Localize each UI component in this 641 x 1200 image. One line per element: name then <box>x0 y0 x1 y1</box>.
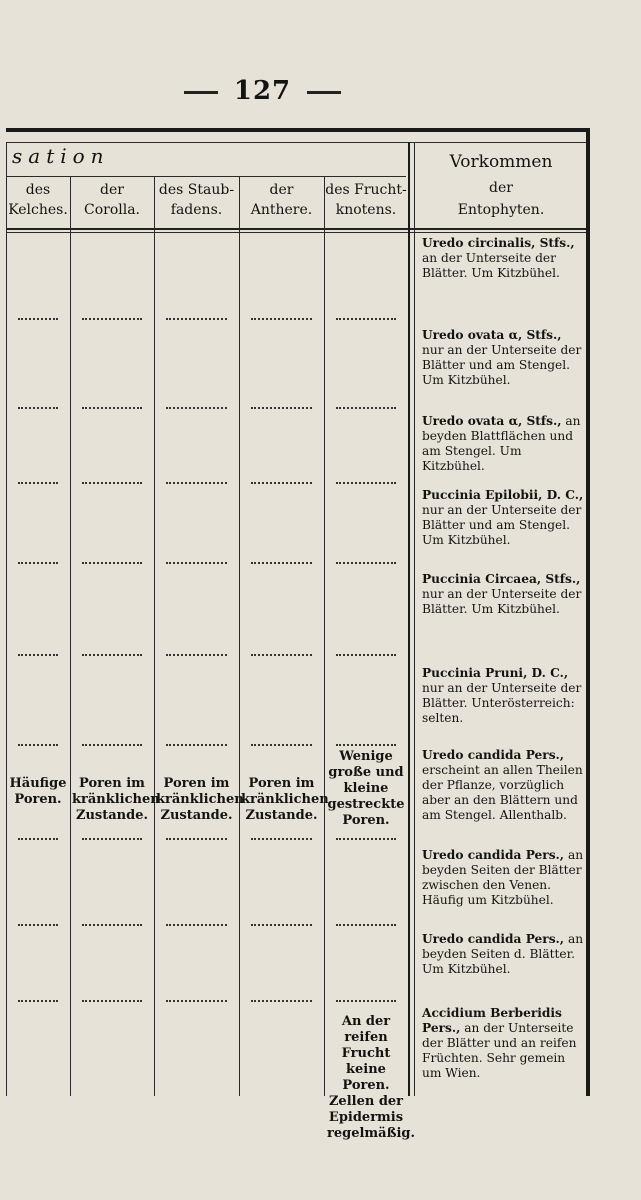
row-separator-dots <box>18 482 58 484</box>
row-separator-dots <box>336 407 396 409</box>
vorkommen-entophyten: Entophyten. <box>457 202 545 218</box>
row-separator-dots <box>82 924 142 926</box>
row-separator-dots <box>166 482 227 484</box>
occurrence-text: erscheint an allen Theilen der Pflanze, vorzüglich aber an den Blättern und am Stengel. <box>422 763 583 822</box>
header-rule-top <box>6 142 586 143</box>
cell-fruchtknoten-row6: Wenige große und kleine gestreckte Poren. <box>327 749 405 828</box>
col-divider-4 <box>324 176 325 1096</box>
page-number-dash-right <box>307 91 341 94</box>
cell-anthere-row6: Poren im kränklichen Zustande. <box>241 776 329 823</box>
row-separator-dots <box>166 407 227 409</box>
row-separator-dots <box>18 318 58 320</box>
row-separator-dots <box>166 318 227 320</box>
occurrence-entry <box>422 488 586 548</box>
row-separator-dots <box>336 318 396 320</box>
page-number-dash-left <box>184 91 218 94</box>
page-number-value: 127 <box>233 76 292 106</box>
occurrence-entry <box>422 236 586 281</box>
occurrence-place: Um Kitzbühel. <box>471 266 560 280</box>
column-header-staubfaden-line2: fadens. <box>170 202 223 218</box>
row-separator-dots <box>18 654 58 656</box>
column-header-fruchtknoten-line1: des Frucht- <box>325 182 407 198</box>
row-separator-dots <box>18 407 58 409</box>
occurrence-entry <box>422 848 586 908</box>
group-label: sation <box>12 144 110 168</box>
column-header-fruchtknoten <box>324 180 408 220</box>
occurrence-species: Uredo ovata α, Stfs., <box>422 328 562 342</box>
occurrence-text: an der Unterseite der Blätter. <box>422 251 556 280</box>
header-rule-bottom <box>6 228 586 230</box>
row-separator-dots <box>336 654 396 656</box>
row-separator-dots <box>166 924 227 926</box>
column-header-corolla-line1: der <box>100 182 124 198</box>
row-separator-dots <box>251 482 312 484</box>
row-separator-dots <box>251 838 312 840</box>
page-number <box>0 76 525 106</box>
vorkommen-der: der <box>489 180 513 196</box>
occurrence-entry <box>422 932 586 977</box>
occurrence-place: Um Kitzbühel. <box>471 602 560 616</box>
occurrence-species: Puccinia Epilobii, D. C., <box>422 488 584 502</box>
row-separator-dots <box>251 744 312 746</box>
column-header-corolla-line2: Corolla. <box>83 202 140 218</box>
occurrence-place: Um Kitzbühel. <box>422 962 511 976</box>
occurrence-place: Um Kitzbühel. <box>422 533 511 547</box>
row-separator-dots <box>166 838 227 840</box>
occurrence-entry <box>422 328 586 388</box>
occurrence-species: Accidium Berberidis Pers., <box>422 1006 562 1035</box>
occurrence-place: Um Kitzbühel. <box>422 373 511 387</box>
occurrence-species: Uredo candida Pers., <box>422 748 565 762</box>
occurrence-text: an beyden Seiten d. Blätter. <box>422 932 584 961</box>
col-divider-1 <box>70 176 71 1096</box>
column-header-kelch <box>6 180 70 220</box>
occurrence-entry <box>422 666 586 726</box>
col-divider-3 <box>239 176 240 1096</box>
cell-fruchtknoten-row9: An der reifen Frucht keine Poren. Zellen der Epidermis regelmäßig. <box>327 1014 416 1141</box>
col-divider-5 <box>408 142 410 1096</box>
row-separator-dots <box>166 654 227 656</box>
occurrence-species: Uredo ovata α, Stfs., <box>422 414 562 428</box>
row-separator-dots <box>166 744 227 746</box>
occurrence-species: Uredo candida Pers., <box>422 932 565 946</box>
vorkommen-title: Vorkommen <box>449 152 553 172</box>
row-separator-dots <box>336 744 396 746</box>
row-separator-dots <box>18 1000 58 1002</box>
occurrence-place: Häufig um Kitzbühel. <box>422 893 554 907</box>
cell-kelch-row6: Häufige Poren. <box>9 776 67 807</box>
row-separator-dots <box>82 407 142 409</box>
occurrence-species: Puccinia Circaea, Stfs., <box>422 572 581 586</box>
col-divider-6 <box>414 142 415 1096</box>
row-separator-dots <box>336 482 396 484</box>
row-separator-dots <box>82 654 142 656</box>
row-separator-dots <box>82 1000 142 1002</box>
occurrence-entry <box>422 572 586 617</box>
column-header-anthere-line1: der <box>269 182 294 198</box>
column-header-anthere <box>239 180 324 220</box>
row-separator-dots <box>166 1000 227 1002</box>
occurrence-text: an beyden Seiten der Blätter zwischen den Venen. <box>422 848 584 892</box>
row-separator-dots <box>82 562 142 564</box>
row-separator-dots <box>336 924 396 926</box>
row-separator-dots <box>336 562 396 564</box>
row-separator-dots <box>82 838 142 840</box>
column-header-corolla <box>70 180 154 220</box>
occurrence-place: Unterösterreich: selten. <box>422 696 575 725</box>
occurrence-place: Um Kitzbühel. <box>422 444 522 473</box>
occurrence-text: nur an der Unterseite der Blätter. <box>422 681 582 710</box>
column-header-anthere-line2: Anthere. <box>250 202 313 218</box>
column-header-fruchtknoten-line2: knotens. <box>335 202 397 218</box>
row-separator-dots <box>18 744 58 746</box>
row-separator-dots <box>82 482 142 484</box>
row-separator-dots <box>336 1000 396 1002</box>
row-separator-dots <box>251 562 312 564</box>
row-separator-dots <box>166 562 227 564</box>
occurrence-species: Uredo circinalis, Stfs., <box>422 236 575 250</box>
column-header-kelch-line1: des <box>25 182 51 198</box>
occurrence-entry <box>422 1006 586 1081</box>
row-separator-dots <box>251 654 312 656</box>
row-separator-dots <box>18 924 58 926</box>
occurrence-text: nur an der Unterseite der Blätter. <box>422 587 582 616</box>
header-rule-group <box>6 176 406 177</box>
column-header-staubfaden-line1: des Staub- <box>158 182 235 198</box>
column-header-kelch-line2: Kelches. <box>8 202 68 218</box>
row-separator-dots <box>82 318 142 320</box>
occurrence-species: Uredo candida Pers., <box>422 848 565 862</box>
occurrence-entry <box>422 748 586 823</box>
occurrence-text: an der Unterseite der Blätter und an reifen Früchten. <box>422 1021 577 1065</box>
row-separator-dots <box>251 1000 312 1002</box>
row-separator-dots <box>251 318 312 320</box>
row-separator-dots <box>18 838 58 840</box>
row-separator-dots <box>18 562 58 564</box>
occurrence-text: an beyden Blattflächen und am Stengel. <box>422 414 581 458</box>
occurrence-entry <box>422 414 586 474</box>
occurrence-place: Allenthalb. <box>499 808 567 822</box>
cell-corolla-row6: Poren im kränklichen Zustande. <box>72 776 160 823</box>
col-divider-2 <box>154 176 155 1096</box>
header-rule-bottom-2 <box>6 232 586 233</box>
column-header-staubfaden <box>154 180 239 220</box>
occurrence-text: nur an der Unterseite der Blätter und am Stengel. <box>422 343 582 372</box>
row-separator-dots <box>251 924 312 926</box>
col-divider-0 <box>6 142 7 1096</box>
row-separator-dots <box>82 744 142 746</box>
cell-staubfaden-row6: Poren im kränklichen Zustande. <box>156 776 244 823</box>
row-separator-dots <box>251 407 312 409</box>
occurrence-species: Puccinia Pruni, D. C., <box>422 666 569 680</box>
occurrence-place: Sehr gemein um Wien. <box>422 1051 566 1080</box>
occurrence-text: nur an der Unterseite der Blätter und am Stengel. <box>422 503 582 532</box>
row-separator-dots <box>336 838 396 840</box>
classification-table <box>6 128 590 1141</box>
